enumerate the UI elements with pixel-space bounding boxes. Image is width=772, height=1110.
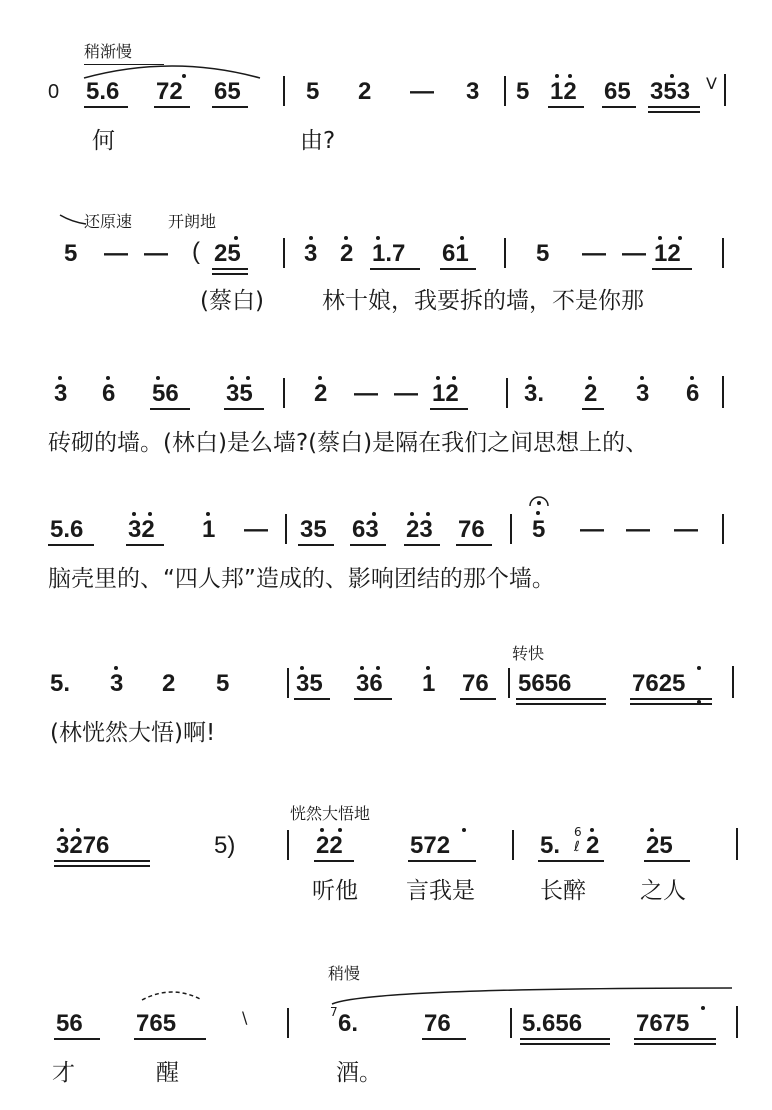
octave-dot (460, 236, 464, 240)
underline (648, 106, 700, 108)
barline (283, 378, 285, 408)
lyric: 林十娘，我要拆的墙，不是你那 (322, 288, 644, 314)
underline (134, 1038, 206, 1040)
note: 572 (410, 832, 451, 859)
underline (548, 106, 584, 108)
underline (440, 268, 476, 270)
note: 7625 (632, 670, 686, 697)
barline (508, 668, 510, 698)
note: 1 (422, 670, 436, 697)
octave-dot (376, 236, 380, 240)
underline (224, 408, 264, 410)
octave-dot (60, 828, 64, 832)
underline (520, 1043, 610, 1045)
note: 76 (424, 1010, 451, 1037)
note: 5 (216, 670, 230, 697)
underline (408, 860, 476, 862)
note: 3 (110, 670, 124, 697)
note: 3276 (56, 832, 110, 859)
barline (287, 668, 289, 698)
octave-dot (640, 376, 644, 380)
note: 76 (458, 516, 485, 543)
note: — (410, 78, 434, 105)
tempo-marking: 转快 (512, 644, 545, 663)
note: 3 (304, 240, 318, 267)
octave-dot (300, 666, 304, 670)
note: 2 (358, 78, 372, 105)
underline (298, 544, 334, 546)
note: 6 (102, 380, 116, 407)
note: 22 (316, 832, 343, 859)
barline (510, 514, 512, 544)
underline (54, 1038, 100, 1040)
octave-dot (318, 376, 322, 380)
note: 23 (406, 516, 433, 543)
note: — (626, 516, 650, 543)
underline (644, 860, 690, 862)
note: 56 (152, 380, 179, 407)
note: 2 (340, 240, 354, 267)
note: 5 (64, 240, 78, 267)
note: ( (192, 238, 200, 265)
note: 5.656 (522, 1010, 583, 1037)
lyric: 由? (300, 128, 336, 154)
note: 35 (300, 516, 327, 543)
octave-dot (156, 376, 160, 380)
note: 3 (466, 78, 480, 105)
underline (652, 268, 692, 270)
note: 6. (338, 1010, 359, 1037)
octave-dot (114, 666, 118, 670)
note: 25 (214, 240, 241, 267)
octave-dot (426, 666, 430, 670)
underline (456, 544, 492, 546)
note: 6 (686, 380, 700, 407)
octave-dot (344, 236, 348, 240)
note: — (622, 240, 646, 267)
breath-mark: \ (242, 1008, 248, 1027)
note: 65 (214, 78, 241, 105)
lyric: (林恍然大悟)啊! (50, 720, 216, 746)
octave-dot (410, 512, 414, 516)
octave-dot (148, 512, 152, 516)
barline (504, 238, 506, 268)
octave-dot (234, 236, 238, 240)
octave-dot (132, 512, 136, 516)
underline (460, 698, 496, 700)
octave-dot (106, 376, 110, 380)
barline (736, 828, 738, 860)
octave-dot (701, 1006, 705, 1010)
turn-ornament: ℓ (574, 839, 580, 855)
underline (294, 698, 330, 700)
note: 5 (536, 240, 550, 267)
grace-note: 6 (574, 825, 582, 839)
note: 2 (586, 832, 600, 859)
underline (582, 408, 604, 410)
lyric: 听他 (312, 878, 358, 904)
barline (287, 830, 289, 860)
octave-dot (338, 828, 342, 832)
note: 5 (516, 78, 530, 105)
octave-dot (58, 376, 62, 380)
lyric: 脑壳里的、“四人邦”造成的、影响团结的那个墙。 (48, 566, 555, 592)
note: 1.7 (372, 240, 406, 267)
note: 5.6 (50, 516, 84, 543)
note: 63 (352, 516, 379, 543)
slur (140, 988, 204, 1002)
octave-dot (320, 828, 324, 832)
tempo-marking: 稍渐慢 (84, 42, 133, 61)
lyric: 何 (92, 128, 115, 154)
breath-mark: V (706, 74, 717, 93)
underline (538, 860, 604, 862)
note: 0 (48, 81, 60, 103)
octave-dot (697, 666, 701, 670)
underline (634, 1038, 716, 1040)
underline (516, 703, 606, 705)
underline (212, 273, 248, 275)
note: 5656 (518, 670, 572, 697)
octave-dot (426, 512, 430, 516)
note: 2 (584, 380, 598, 407)
note: 35 (226, 380, 253, 407)
underline (602, 106, 636, 108)
lyric: (蔡白) (200, 288, 264, 314)
note: 3 (54, 380, 68, 407)
note: — (394, 380, 418, 407)
note: 32 (128, 516, 155, 543)
underline (212, 268, 248, 270)
underline (370, 268, 420, 270)
barline (722, 376, 724, 408)
octave-dot (588, 376, 592, 380)
octave-dot (309, 236, 313, 240)
note: 765 (136, 1010, 177, 1037)
underline (422, 1038, 466, 1040)
underline (212, 106, 248, 108)
tempo-marking: 还原速 (84, 212, 133, 231)
note: 2 (314, 380, 328, 407)
note: 12 (654, 240, 681, 267)
note: 7675 (636, 1010, 690, 1037)
barline (504, 76, 506, 106)
tempo-marking: 稍慢 (328, 964, 361, 983)
octave-dot (76, 828, 80, 832)
octave-dot (536, 511, 540, 515)
note: 5. (540, 832, 561, 859)
note: — (582, 240, 606, 267)
underline (154, 106, 190, 108)
note: — (104, 240, 128, 267)
underline (354, 698, 392, 700)
mood-marking: 恍然大悟地 (290, 804, 371, 823)
note: 1 (202, 516, 216, 543)
lyric: 之人 (640, 878, 686, 904)
note: 61 (442, 240, 469, 267)
note: 5 (306, 78, 320, 105)
barline (285, 514, 287, 544)
underline (54, 865, 150, 867)
octave-dot (452, 376, 456, 380)
underline (648, 111, 700, 113)
note: — (244, 516, 268, 543)
octave-dot (568, 74, 572, 78)
barline (732, 666, 734, 698)
octave-dot (372, 512, 376, 516)
octave-dot (650, 828, 654, 832)
note: — (144, 240, 168, 267)
barline (724, 74, 726, 106)
underline (84, 106, 128, 108)
note: 76 (462, 670, 489, 697)
underline (630, 703, 712, 705)
note: — (580, 516, 604, 543)
note: 12 (432, 380, 459, 407)
octave-dot (206, 512, 210, 516)
note: 25 (646, 832, 673, 859)
octave-dot (690, 376, 694, 380)
lyric: 才 (52, 1060, 75, 1086)
barline (736, 1006, 738, 1038)
underline (350, 544, 386, 546)
lyric: 砖砌的墙。(林白)是么墙?(蔡白)是隔在我们之间思想上的、 (48, 430, 649, 456)
note: — (354, 380, 378, 407)
octave-dot (376, 666, 380, 670)
octave-dot (555, 74, 559, 78)
underline (430, 408, 468, 410)
note: — (674, 516, 698, 543)
slur (330, 986, 734, 1006)
octave-dot (678, 236, 682, 240)
note: 72 (156, 78, 183, 105)
note: 2 (162, 670, 176, 697)
note: 353 (650, 78, 691, 105)
note: 35 (296, 670, 323, 697)
octave-dot (436, 376, 440, 380)
lyric: 酒。 (336, 1060, 382, 1086)
barline (722, 514, 724, 544)
octave-dot (182, 74, 186, 78)
underline (150, 408, 190, 410)
underline (520, 1038, 610, 1040)
octave-dot (528, 376, 532, 380)
note: 5) (214, 832, 236, 859)
underline (126, 544, 164, 546)
lyric: 醒 (156, 1060, 179, 1086)
note: 56 (56, 1010, 83, 1037)
octave-dot (230, 376, 234, 380)
note: 36 (356, 670, 383, 697)
barline (506, 378, 508, 408)
note: 65 (604, 78, 631, 105)
note: 3. (524, 380, 545, 407)
mood-marking: 开朗地 (168, 212, 217, 231)
octave-dot (462, 828, 466, 832)
lyric: 长醉 (540, 878, 586, 904)
note: 12 (550, 78, 577, 105)
underline (48, 544, 94, 546)
barline (287, 1008, 289, 1038)
barline (510, 1008, 512, 1038)
barline (722, 238, 724, 268)
octave-dot (658, 236, 662, 240)
lyric: 言我是 (406, 878, 475, 904)
octave-dot (246, 376, 250, 380)
octave-dot (360, 666, 364, 670)
underline (314, 860, 354, 862)
octave-dot (670, 74, 674, 78)
barline (283, 238, 285, 268)
fermata (528, 492, 550, 508)
underline (634, 1043, 716, 1045)
note: 5.6 (86, 78, 120, 105)
grace-note: 7 (330, 1005, 338, 1019)
octave-dot (590, 828, 594, 832)
note: 5 (532, 516, 546, 543)
underline (404, 544, 440, 546)
note: 5. (50, 670, 71, 697)
note: 3 (636, 380, 650, 407)
barline (283, 76, 285, 106)
underline (630, 698, 712, 700)
underline (516, 698, 606, 700)
barline (512, 830, 514, 860)
underline (54, 860, 150, 862)
